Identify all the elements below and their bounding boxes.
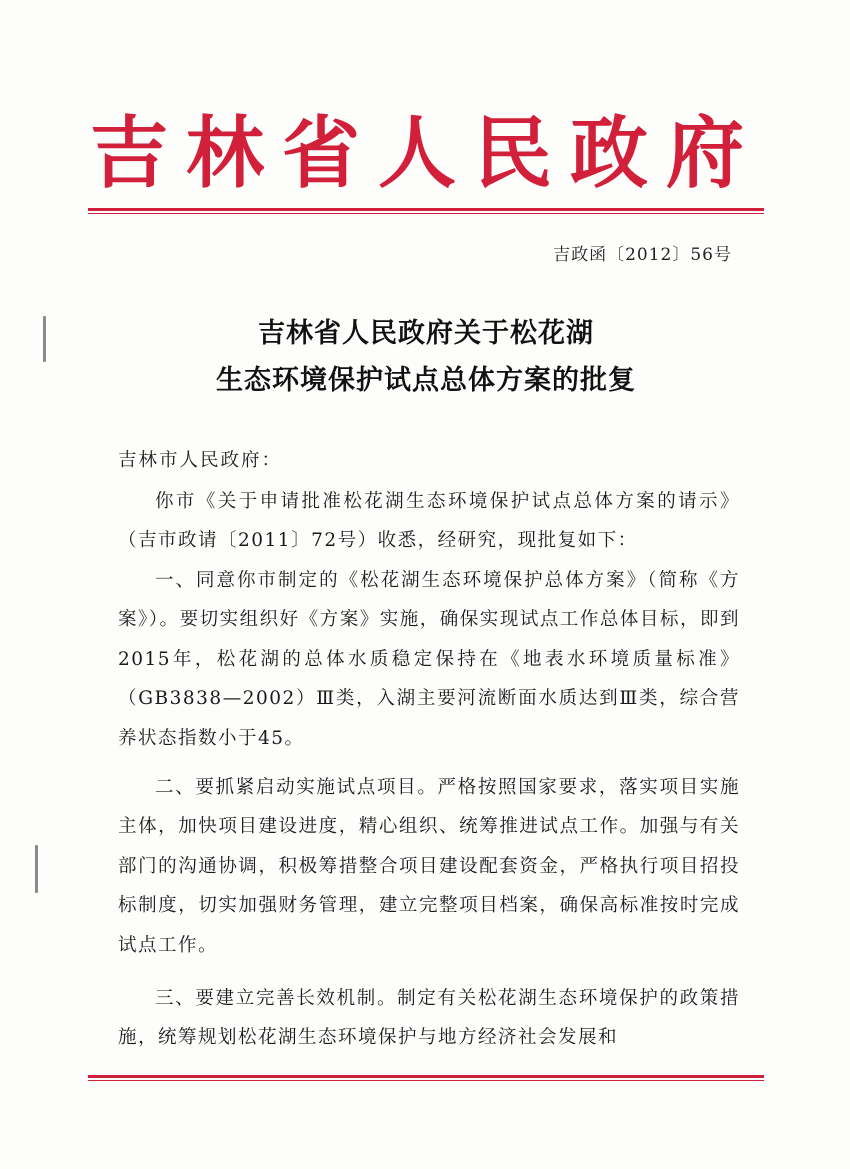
document-title [88,310,764,404]
masthead-title: 吉林省人民政府 [89,108,762,199]
document-number: 吉政函〔2012〕56号 [553,245,732,265]
footer-rule-thick [88,1075,764,1078]
addressee: 吉林市人民政府： [118,450,283,471]
staple-mark-top [43,316,46,362]
body-paragraph-item-1: 一、同意你市制定的《松花湖生态环境保护总体方案》（简称《方案》）。要切实组织好《方案》实施，确保实现试点工作总体目标，即到2015年，松花湖的总体水质稳定保持在《地表水环境质量标准》（GB3838—2002）Ⅲ类，入湖主要河流断面水质达到Ⅲ类，综合营养状态指数小于45。 [118,570,740,749]
masthead-rule-thin [88,213,764,214]
masthead-rule-thick [88,208,764,211]
document-title-line-2: 生态环境保护试点总体方案的批复 [216,365,636,396]
document-title-line-1: 吉林省人民政府关于松花湖 [258,318,594,349]
staple-mark-bottom [35,845,38,893]
body-paragraph-item-3: 三、要建立完善长效机制。制定有关松花湖生态环境保护的政策措施，统筹规划松花湖生态环境保护与地方经济社会发展和 [118,988,740,1049]
footer-rule-thin [88,1080,764,1081]
body-paragraph-intro: 你市《关于申请批准松花湖生态环境保护试点总体方案的请示》（吉市政请〔2011〕72号）收悉，经研究，现批复如下： [118,491,740,552]
body-paragraph-item-2: 二、要抓紧启动实施试点项目。严格按照国家要求，落实项目实施主体，加快项目建设进度，精心组织、统筹推进试点工作。加强与有关部门的沟通协调，积极筹措整合项目建设配套资金，严格执行项目招投标制度，切实加强财务管理，建立完整项目档案，确保高标准按时完成试点工作。 [118,777,740,956]
